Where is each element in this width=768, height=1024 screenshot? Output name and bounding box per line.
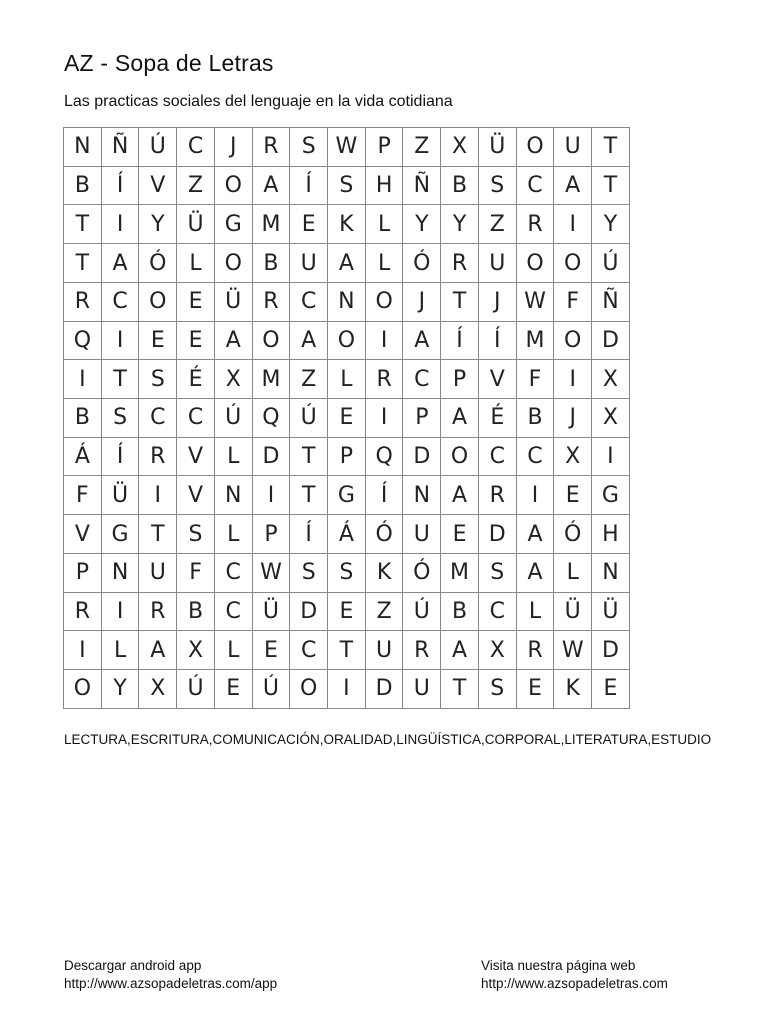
grid-cell: P bbox=[403, 399, 441, 438]
grid-cell: U bbox=[403, 515, 441, 554]
grid-cell: O bbox=[64, 670, 102, 709]
grid-cell: Ü bbox=[177, 205, 215, 244]
grid-cell: E bbox=[177, 283, 215, 322]
grid-cell: R bbox=[64, 593, 102, 632]
grid-cell: A bbox=[253, 167, 291, 206]
grid-cell: M bbox=[517, 322, 555, 361]
grid-cell: Ü bbox=[592, 593, 630, 632]
grid-cell: U bbox=[290, 244, 328, 283]
grid-cell: T bbox=[441, 283, 479, 322]
grid-cell: F bbox=[554, 283, 592, 322]
grid-cell: P bbox=[366, 128, 404, 167]
grid-cell: X bbox=[177, 631, 215, 670]
grid-cell: Y bbox=[441, 205, 479, 244]
grid-cell: V bbox=[177, 438, 215, 477]
grid-cell: E bbox=[517, 670, 555, 709]
grid-cell: I bbox=[554, 205, 592, 244]
grid-cell: C bbox=[102, 283, 140, 322]
grid-cell: I bbox=[64, 360, 102, 399]
grid-cell: E bbox=[328, 399, 366, 438]
grid-cell: Z bbox=[366, 593, 404, 632]
grid-cell: D bbox=[403, 438, 441, 477]
grid-cell: G bbox=[102, 515, 140, 554]
grid-cell: O bbox=[253, 322, 291, 361]
grid-cell: Ú bbox=[177, 670, 215, 709]
grid-cell: Ñ bbox=[403, 167, 441, 206]
grid-cell: O bbox=[139, 283, 177, 322]
grid-cell: B bbox=[517, 399, 555, 438]
grid-cell: K bbox=[554, 670, 592, 709]
grid-cell: L bbox=[554, 554, 592, 593]
grid-cell: E bbox=[328, 593, 366, 632]
grid-cell: N bbox=[64, 128, 102, 167]
page-title: AZ - Sopa de Letras bbox=[64, 50, 274, 76]
grid-cell: L bbox=[102, 631, 140, 670]
grid-cell: D bbox=[592, 631, 630, 670]
grid-cell: D bbox=[253, 438, 291, 477]
grid-cell: L bbox=[366, 205, 404, 244]
grid-cell: J bbox=[479, 283, 517, 322]
grid-cell: X bbox=[592, 399, 630, 438]
grid-cell: J bbox=[215, 128, 253, 167]
grid-cell: B bbox=[253, 244, 291, 283]
grid-cell: C bbox=[215, 554, 253, 593]
grid-cell: T bbox=[290, 438, 328, 477]
grid-cell: Ñ bbox=[102, 128, 140, 167]
grid-cell: C bbox=[290, 631, 328, 670]
grid-cell: F bbox=[517, 360, 555, 399]
grid-cell: N bbox=[102, 554, 140, 593]
grid-cell: Ñ bbox=[592, 283, 630, 322]
grid-cell: A bbox=[441, 399, 479, 438]
android-app-label: Descargar android app bbox=[64, 958, 202, 973]
grid-cell: P bbox=[441, 360, 479, 399]
grid-cell: Z bbox=[403, 128, 441, 167]
grid-cell: A bbox=[102, 244, 140, 283]
grid-cell: C bbox=[139, 399, 177, 438]
grid-cell: U bbox=[139, 554, 177, 593]
grid-cell: Ü bbox=[253, 593, 291, 632]
grid-cell: Y bbox=[139, 205, 177, 244]
grid-cell: Á bbox=[64, 438, 102, 477]
grid-cell: B bbox=[177, 593, 215, 632]
grid-cell: K bbox=[328, 205, 366, 244]
grid-cell: T bbox=[139, 515, 177, 554]
grid-cell: I bbox=[64, 631, 102, 670]
grid-cell: S bbox=[479, 670, 517, 709]
grid-cell: Q bbox=[253, 399, 291, 438]
grid-cell: Q bbox=[64, 322, 102, 361]
grid-cell: Ü bbox=[215, 283, 253, 322]
grid-cell: Á bbox=[328, 515, 366, 554]
grid-cell: O bbox=[517, 128, 555, 167]
grid-cell: A bbox=[517, 515, 555, 554]
grid-cell: O bbox=[215, 167, 253, 206]
grid-cell: P bbox=[253, 515, 291, 554]
grid-cell: J bbox=[403, 283, 441, 322]
grid-cell: Í bbox=[102, 167, 140, 206]
footer-android-app bbox=[64, 957, 277, 993]
grid-cell: R bbox=[139, 593, 177, 632]
grid-cell: P bbox=[328, 438, 366, 477]
grid-cell: X bbox=[554, 438, 592, 477]
grid-cell: E bbox=[554, 476, 592, 515]
grid-cell: L bbox=[366, 244, 404, 283]
grid-cell: A bbox=[441, 631, 479, 670]
grid-cell: B bbox=[441, 593, 479, 632]
grid-cell: L bbox=[215, 515, 253, 554]
grid-cell: D bbox=[592, 322, 630, 361]
grid-cell: N bbox=[592, 554, 630, 593]
grid-cell: R bbox=[517, 631, 555, 670]
grid-cell: C bbox=[177, 128, 215, 167]
grid-cell: Ú bbox=[592, 244, 630, 283]
grid-cell: L bbox=[328, 360, 366, 399]
grid-cell: E bbox=[177, 322, 215, 361]
grid-cell: Í bbox=[441, 322, 479, 361]
grid-cell: S bbox=[139, 360, 177, 399]
grid-cell: C bbox=[215, 593, 253, 632]
grid-cell: I bbox=[102, 205, 140, 244]
grid-cell: E bbox=[592, 670, 630, 709]
grid-cell: Ó bbox=[403, 554, 441, 593]
grid-cell: N bbox=[215, 476, 253, 515]
grid-cell: S bbox=[479, 554, 517, 593]
grid-cell: V bbox=[177, 476, 215, 515]
android-app-link[interactable]: http://www.azsopadeletras.com/app bbox=[64, 976, 278, 991]
grid-cell: M bbox=[253, 205, 291, 244]
grid-cell: T bbox=[64, 205, 102, 244]
grid-cell: Z bbox=[177, 167, 215, 206]
grid-cell: F bbox=[64, 476, 102, 515]
word-list: LECTURA,ESCRITURA,COMUNICACIÓN,ORALIDAD,LINGÜÍSTICA,CORPORAL,LITERATURA,ESTUDIO bbox=[64, 732, 712, 747]
grid-cell: H bbox=[366, 167, 404, 206]
grid-cell: D bbox=[479, 515, 517, 554]
grid-cell: Í bbox=[479, 322, 517, 361]
grid-cell: E bbox=[290, 205, 328, 244]
website-link[interactable]: http://www.azsopadeletras.com bbox=[481, 976, 668, 991]
grid-cell: S bbox=[479, 167, 517, 206]
grid-cell: S bbox=[328, 167, 366, 206]
grid-cell: A bbox=[403, 322, 441, 361]
grid-cell: Q bbox=[366, 438, 404, 477]
grid-cell: I bbox=[328, 670, 366, 709]
grid-cell: O bbox=[215, 244, 253, 283]
grid-cell: R bbox=[479, 476, 517, 515]
grid-cell: P bbox=[64, 554, 102, 593]
grid-cell: W bbox=[253, 554, 291, 593]
grid-cell: O bbox=[554, 322, 592, 361]
grid-cell: Ú bbox=[215, 399, 253, 438]
grid-cell: Ü bbox=[479, 128, 517, 167]
grid-cell: E bbox=[139, 322, 177, 361]
grid-cell: E bbox=[253, 631, 291, 670]
grid-cell: Ó bbox=[366, 515, 404, 554]
grid-cell: C bbox=[517, 167, 555, 206]
grid-cell: B bbox=[64, 167, 102, 206]
grid-cell: T bbox=[290, 476, 328, 515]
grid-cell: R bbox=[366, 360, 404, 399]
grid-cell: E bbox=[215, 670, 253, 709]
grid-cell: L bbox=[215, 631, 253, 670]
grid-cell: E bbox=[441, 515, 479, 554]
grid-cell: R bbox=[253, 128, 291, 167]
grid-cell: R bbox=[139, 438, 177, 477]
grid-cell: I bbox=[366, 399, 404, 438]
grid-cell: G bbox=[592, 476, 630, 515]
grid-cell: M bbox=[253, 360, 291, 399]
grid-cell: O bbox=[328, 322, 366, 361]
grid-cell: X bbox=[215, 360, 253, 399]
grid-cell: S bbox=[177, 515, 215, 554]
grid-cell: C bbox=[290, 283, 328, 322]
grid-cell: Ó bbox=[554, 515, 592, 554]
grid-cell: É bbox=[479, 399, 517, 438]
grid-cell: O bbox=[290, 670, 328, 709]
footer-website bbox=[481, 957, 668, 993]
grid-cell: A bbox=[517, 554, 555, 593]
grid-cell: X bbox=[139, 670, 177, 709]
grid-cell: I bbox=[592, 438, 630, 477]
grid-cell: A bbox=[441, 476, 479, 515]
grid-cell: J bbox=[554, 399, 592, 438]
grid-cell: É bbox=[177, 360, 215, 399]
grid-cell: T bbox=[592, 128, 630, 167]
grid-cell: S bbox=[102, 399, 140, 438]
grid-cell: D bbox=[366, 670, 404, 709]
grid-cell: M bbox=[441, 554, 479, 593]
grid-cell: N bbox=[328, 283, 366, 322]
grid-cell: I bbox=[517, 476, 555, 515]
grid-cell: W bbox=[517, 283, 555, 322]
grid-cell: T bbox=[328, 631, 366, 670]
grid-cell: Ú bbox=[290, 399, 328, 438]
grid-cell: X bbox=[479, 631, 517, 670]
grid-cell: U bbox=[366, 631, 404, 670]
grid-cell: U bbox=[479, 244, 517, 283]
grid-cell: G bbox=[328, 476, 366, 515]
grid-cell: O bbox=[554, 244, 592, 283]
grid-cell: C bbox=[403, 360, 441, 399]
grid-cell: Z bbox=[479, 205, 517, 244]
grid-cell: Ü bbox=[102, 476, 140, 515]
grid-cell: W bbox=[554, 631, 592, 670]
grid-cell: N bbox=[403, 476, 441, 515]
grid-cell: Í bbox=[290, 515, 328, 554]
grid-cell: T bbox=[592, 167, 630, 206]
grid-cell: I bbox=[102, 593, 140, 632]
grid-cell: U bbox=[554, 128, 592, 167]
grid-cell: Í bbox=[366, 476, 404, 515]
grid-cell: L bbox=[177, 244, 215, 283]
grid-cell: C bbox=[177, 399, 215, 438]
grid-cell: Ü bbox=[554, 593, 592, 632]
grid-cell: A bbox=[328, 244, 366, 283]
grid-cell: R bbox=[517, 205, 555, 244]
grid-cell: Í bbox=[102, 438, 140, 477]
grid-cell: W bbox=[328, 128, 366, 167]
grid-cell: I bbox=[366, 322, 404, 361]
grid-cell: V bbox=[139, 167, 177, 206]
grid-cell: S bbox=[290, 554, 328, 593]
grid-cell: I bbox=[554, 360, 592, 399]
grid-cell: T bbox=[102, 360, 140, 399]
grid-cell: A bbox=[215, 322, 253, 361]
grid-cell: L bbox=[517, 593, 555, 632]
grid-cell: Y bbox=[403, 205, 441, 244]
grid-cell: Ó bbox=[139, 244, 177, 283]
grid-cell: C bbox=[479, 438, 517, 477]
grid-cell: Ó bbox=[403, 244, 441, 283]
grid-cell: R bbox=[253, 283, 291, 322]
grid-cell: K bbox=[366, 554, 404, 593]
grid-cell: O bbox=[517, 244, 555, 283]
grid-cell: V bbox=[479, 360, 517, 399]
grid-cell: I bbox=[253, 476, 291, 515]
website-label: Visita nuestra página web bbox=[481, 958, 636, 973]
grid-cell: I bbox=[102, 322, 140, 361]
grid-cell: R bbox=[441, 244, 479, 283]
grid-cell: R bbox=[403, 631, 441, 670]
grid-cell: A bbox=[554, 167, 592, 206]
grid-cell: Z bbox=[290, 360, 328, 399]
grid-cell: Ú bbox=[139, 128, 177, 167]
grid-cell: B bbox=[441, 167, 479, 206]
grid-cell: R bbox=[64, 283, 102, 322]
grid-cell: O bbox=[366, 283, 404, 322]
grid-cell: I bbox=[139, 476, 177, 515]
grid-cell: Ú bbox=[253, 670, 291, 709]
grid-cell: A bbox=[139, 631, 177, 670]
grid-cell: Í bbox=[290, 167, 328, 206]
page-subtitle: Las practicas sociales del lenguaje en la vida cotidiana bbox=[64, 93, 453, 110]
grid-cell: S bbox=[328, 554, 366, 593]
grid-cell: T bbox=[441, 670, 479, 709]
grid-cell: U bbox=[403, 670, 441, 709]
grid-cell: T bbox=[64, 244, 102, 283]
grid-cell: H bbox=[592, 515, 630, 554]
grid-cell: O bbox=[441, 438, 479, 477]
grid-cell: Y bbox=[102, 670, 140, 709]
word-search-grid bbox=[63, 127, 630, 709]
grid-cell: X bbox=[441, 128, 479, 167]
grid-cell: V bbox=[64, 515, 102, 554]
grid-cell: C bbox=[479, 593, 517, 632]
grid-cell: Ú bbox=[403, 593, 441, 632]
grid-cell: F bbox=[177, 554, 215, 593]
grid-cell: C bbox=[517, 438, 555, 477]
grid-cell: B bbox=[64, 399, 102, 438]
grid-cell: A bbox=[290, 322, 328, 361]
grid-cell: L bbox=[215, 438, 253, 477]
grid-cell: G bbox=[215, 205, 253, 244]
grid-cell: S bbox=[290, 128, 328, 167]
grid-cell: X bbox=[592, 360, 630, 399]
grid-cell: D bbox=[290, 593, 328, 632]
grid-cell: Y bbox=[592, 205, 630, 244]
